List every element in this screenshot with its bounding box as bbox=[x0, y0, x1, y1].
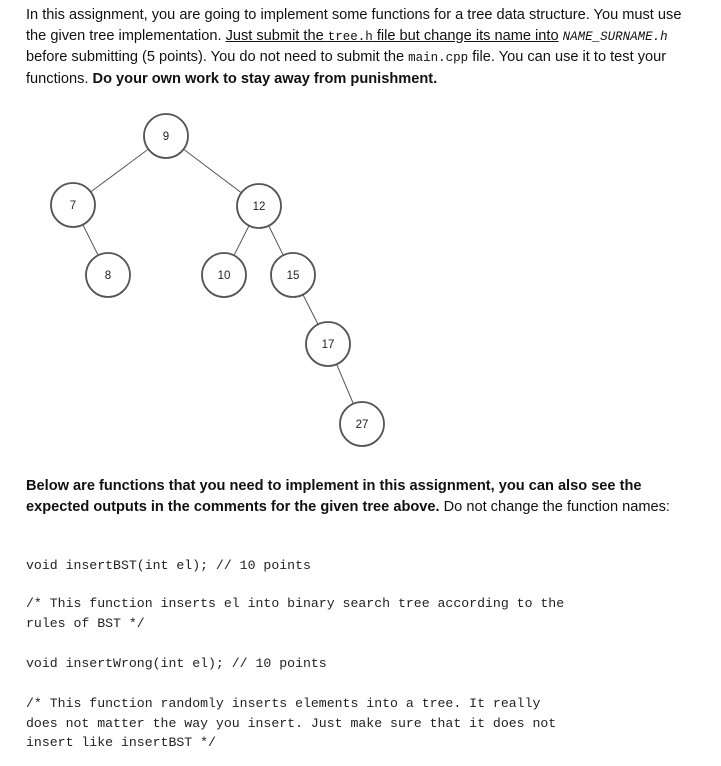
tree-node-label-15: 15 bbox=[286, 270, 300, 282]
functions-intro-paragraph bbox=[26, 476, 686, 517]
code-insertwrong-comment: /* This function randomly inserts elements into a tree. It really does not matter the way you insert. Just make sure that it does not insert like insertBST */ bbox=[26, 696, 557, 750]
submit-instruction bbox=[226, 28, 559, 44]
functions-intro-bold: Below are functions that you need to implement in this assignment, you can also see the expected outputs in the comments for the given tree above. bbox=[26, 478, 642, 515]
tree-node-label-12: 12 bbox=[252, 201, 266, 213]
name-surname-filename: NAME_SURNAME.h bbox=[562, 29, 668, 44]
tree-h-filename: tree.h bbox=[327, 29, 373, 44]
tree-node-label-8: 8 bbox=[104, 270, 112, 282]
tree-node-label-27: 27 bbox=[355, 419, 369, 431]
bst-diagram bbox=[0, 100, 721, 460]
intro-text-2: before submitting (5 points). You do not need to submit the bbox=[26, 49, 409, 65]
functions-intro-rest: Do not change the function names: bbox=[439, 498, 670, 515]
intro-text-1: In this assignment, you are going to implement some functions for a tree data structure. You must use the given tree implementation. bbox=[26, 7, 682, 44]
tree-nodes bbox=[51, 114, 384, 446]
warning-bold: Do your own work to stay away from punishment. bbox=[92, 70, 438, 87]
intro-text-3: file. You can use it to test your functions. bbox=[26, 49, 667, 87]
code-insertwrong-signature: void insertWrong(int el); // 10 points bbox=[26, 656, 327, 671]
tree-node-15 bbox=[271, 253, 315, 297]
tree-node-10 bbox=[202, 253, 246, 297]
main-cpp-filename: main.cpp bbox=[408, 51, 469, 65]
code-insertbst-comment: /* This function inserts el into binary search tree according to the rules of BST */ bbox=[26, 596, 565, 631]
tree-node-12 bbox=[237, 184, 281, 228]
intro-paragraph bbox=[26, 5, 686, 89]
tree-node-27 bbox=[340, 402, 384, 446]
tree-node-label-10: 10 bbox=[217, 270, 231, 282]
tree-node-label-7: 7 bbox=[69, 200, 77, 212]
tree-node-label-9: 9 bbox=[162, 131, 170, 143]
tree-node-9 bbox=[144, 114, 188, 158]
tree-node-17 bbox=[306, 322, 350, 366]
submit-instruction-text: Just submit the bbox=[225, 27, 328, 44]
tree-node-7 bbox=[51, 183, 95, 227]
tree-node-8 bbox=[86, 253, 130, 297]
submit-instruction-text-2: file but change its name into bbox=[372, 27, 559, 44]
tree-node-label-17: 17 bbox=[321, 339, 335, 351]
code-insertbst-signature: void insertBST(int el); // 10 points bbox=[26, 558, 311, 573]
